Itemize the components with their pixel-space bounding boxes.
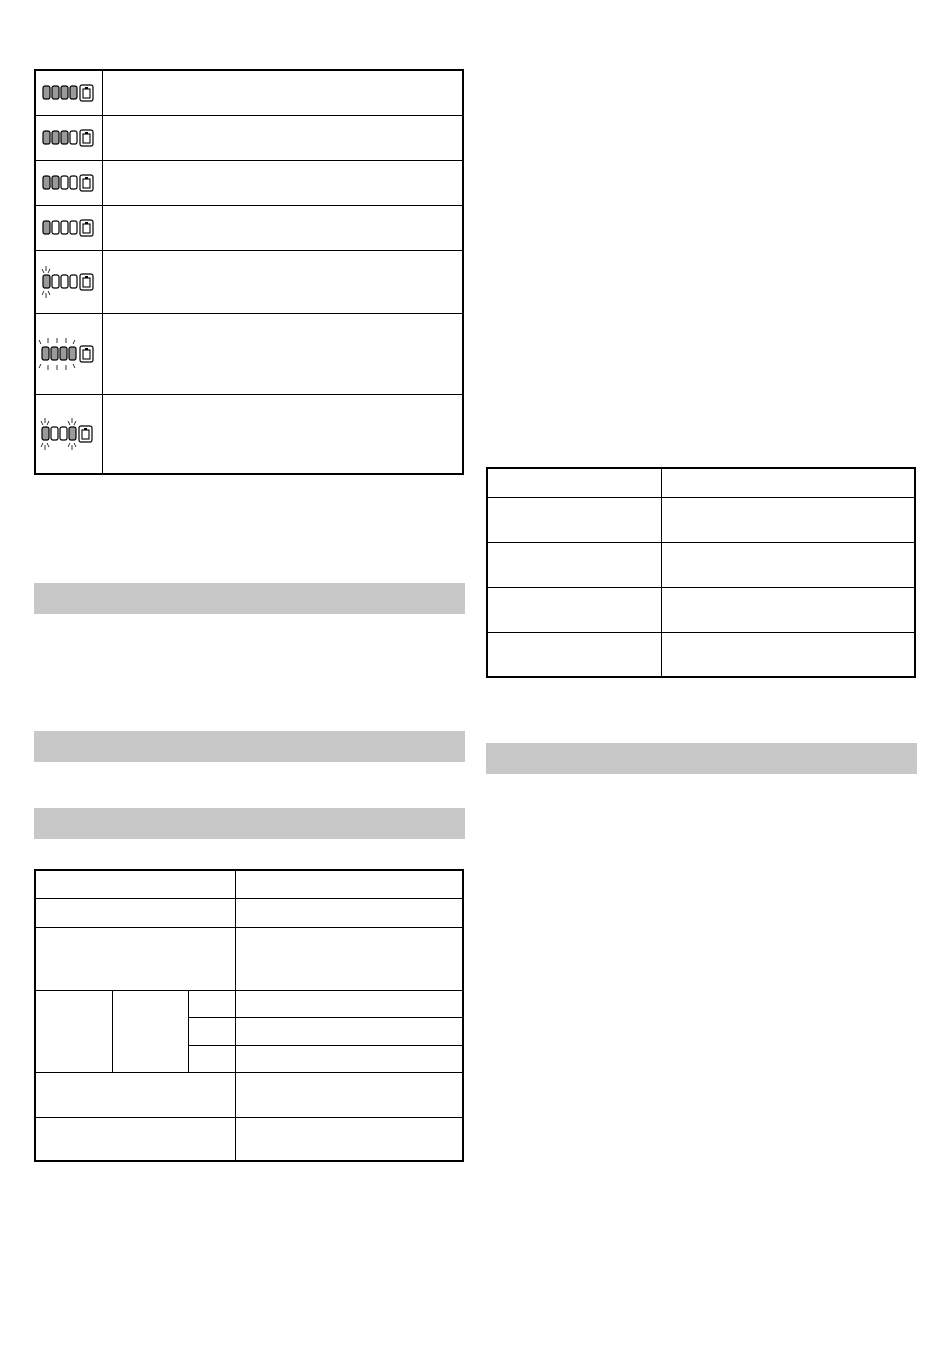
- section-heading-band: [34, 808, 465, 839]
- right-info-table: [486, 467, 916, 678]
- table-row: [487, 632, 915, 677]
- table-cell: [35, 898, 235, 927]
- table-cell: [661, 632, 915, 677]
- table-cell: [235, 870, 463, 898]
- table-row: [35, 927, 463, 990]
- table-cell: [235, 990, 463, 1017]
- battery-1-bar-blinking-icon: [35, 250, 103, 313]
- section-heading-text: [34, 730, 46, 749]
- battery-4-bars-blinking-description: [103, 313, 464, 394]
- table-cell: [487, 587, 661, 632]
- battery-4-bars-blinking-icon: [35, 313, 103, 394]
- battery-1-bar-description: [103, 205, 464, 250]
- table-cell: [661, 587, 915, 632]
- battery-4-bars-description: [103, 70, 464, 115]
- table-cell: [235, 898, 463, 927]
- battery-2-bars-icon: [35, 160, 103, 205]
- table-cell: [35, 1072, 235, 1117]
- table-cell: [35, 927, 235, 990]
- table-row: [487, 542, 915, 587]
- battery-4-bars-icon: [35, 70, 103, 115]
- table-row: [35, 115, 463, 160]
- table-row: [35, 250, 463, 313]
- table-row: [35, 870, 463, 898]
- battery-3-bars-icon: [35, 115, 103, 160]
- table-cell: [35, 990, 112, 1072]
- battery-bars-1-and-4-blinking-icon: [35, 394, 103, 474]
- table-cell: [235, 1045, 463, 1072]
- section-heading-text: [34, 582, 46, 601]
- section-heading-text: [34, 807, 46, 826]
- section-heading-band: [486, 743, 917, 774]
- table-cell: [235, 1072, 463, 1117]
- table-row: [487, 497, 915, 542]
- table-row: [35, 70, 463, 115]
- table-cell: [188, 1045, 235, 1072]
- section-heading-band: [34, 583, 465, 614]
- table-row: [35, 990, 463, 1017]
- battery-3-bars-description: [103, 115, 464, 160]
- battery-2-bars-description: [103, 160, 464, 205]
- table-row: [487, 468, 915, 497]
- table-cell: [235, 927, 463, 990]
- table-row: [35, 1072, 463, 1117]
- table-row: [487, 587, 915, 632]
- battery-1-bar-blinking-description: [103, 250, 464, 313]
- specification-table: [34, 869, 464, 1162]
- table-row: [35, 394, 463, 474]
- table-row: [35, 205, 463, 250]
- battery-bars-1-and-4-blinking-description: [103, 394, 464, 474]
- section-heading-band: [34, 731, 465, 762]
- table-cell: [35, 870, 235, 898]
- table-cell: [487, 497, 661, 542]
- table-cell: [487, 632, 661, 677]
- table-cell: [661, 497, 915, 542]
- table-cell: [188, 990, 235, 1017]
- table-cell: [235, 1117, 463, 1161]
- table-row: [35, 898, 463, 927]
- section-heading-text: [486, 742, 498, 761]
- table-cell: [661, 542, 915, 587]
- table-cell: [235, 1017, 463, 1045]
- battery-1-bar-icon: [35, 205, 103, 250]
- table-cell: [35, 1117, 235, 1161]
- battery-indicator-table: [34, 69, 464, 475]
- table-row: [35, 1117, 463, 1161]
- table-cell: [188, 1017, 235, 1045]
- table-cell: [112, 990, 188, 1072]
- table-row: [35, 313, 463, 394]
- table-cell: [487, 468, 661, 497]
- table-cell: [661, 468, 915, 497]
- table-row: [35, 160, 463, 205]
- table-cell: [487, 542, 661, 587]
